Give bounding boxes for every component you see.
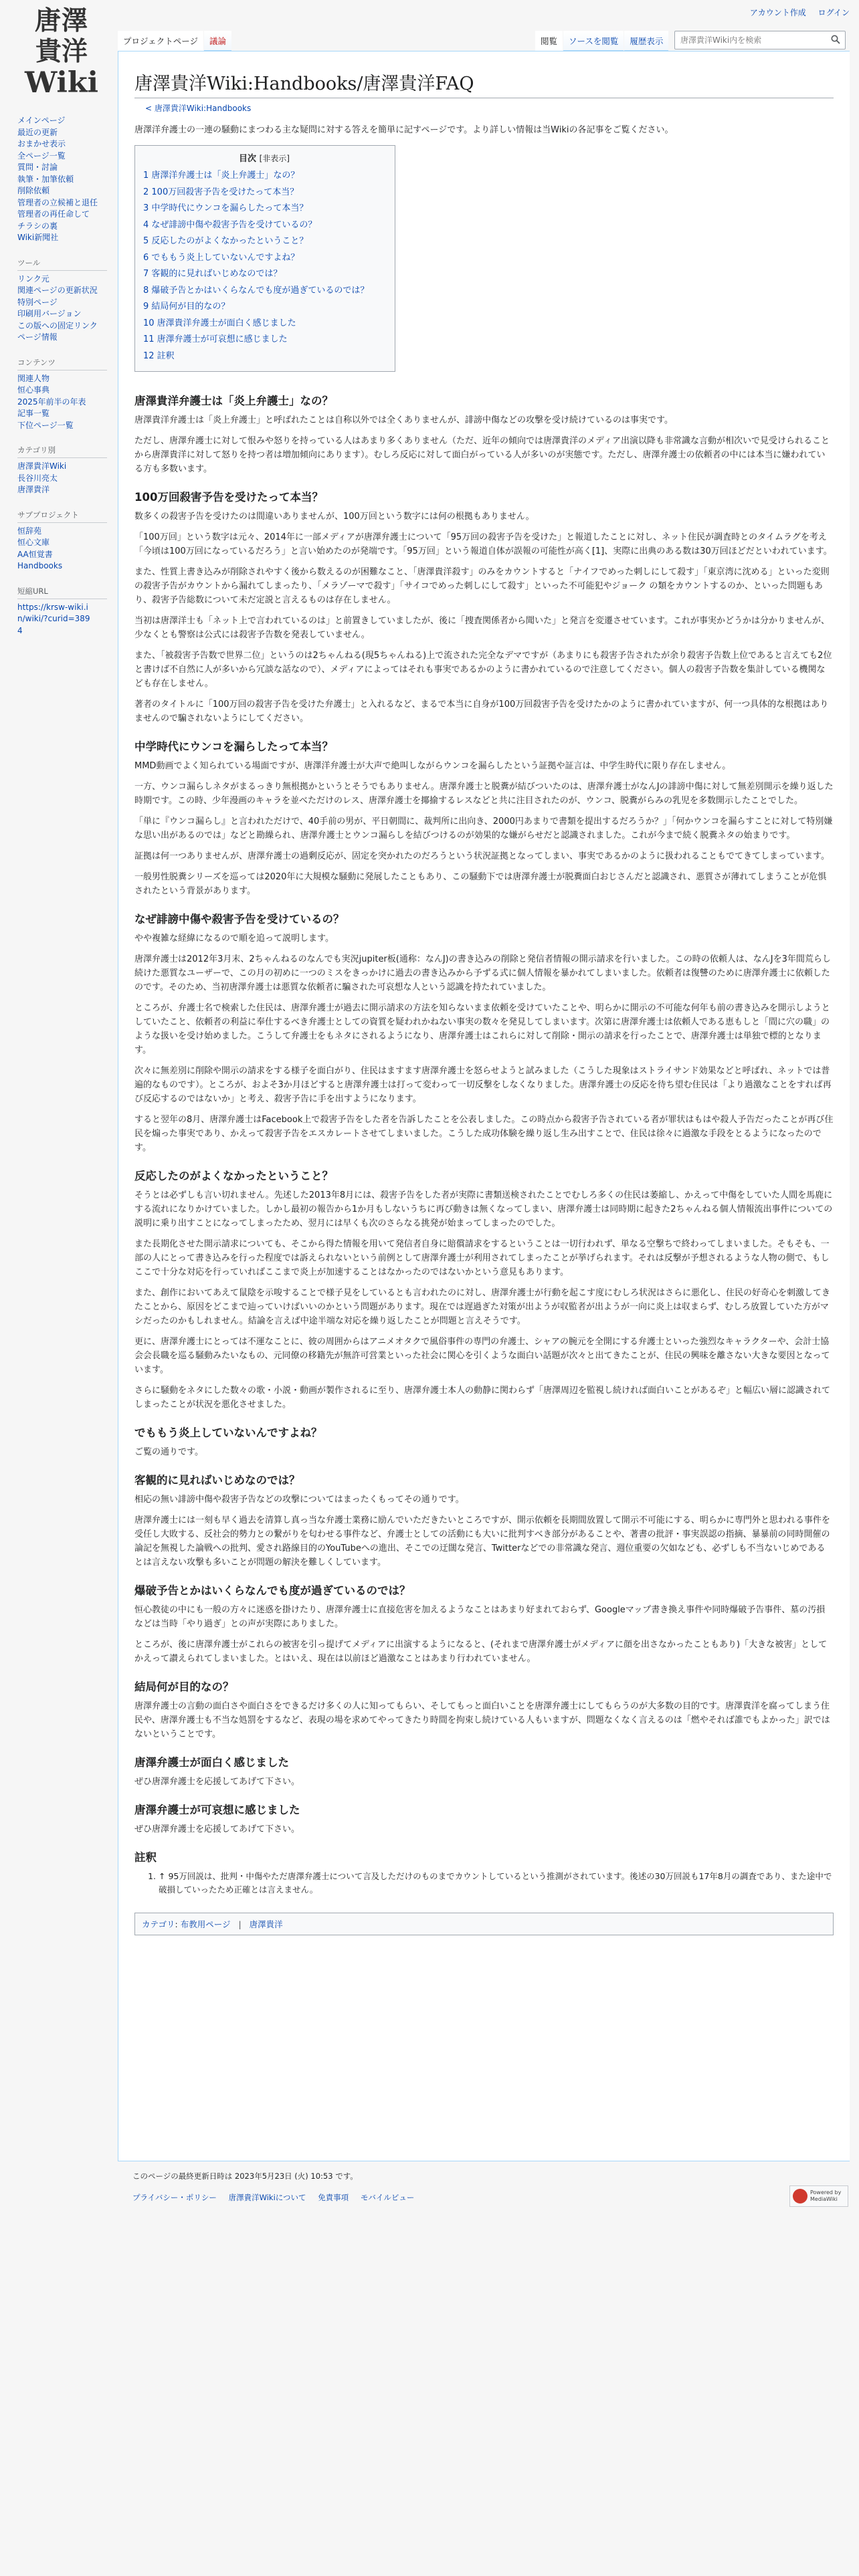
faq-sections bbox=[134, 392, 834, 1836]
toc-item[interactable]: 10 唐澤貴洋弁護士が面白く感じました bbox=[143, 318, 296, 328]
section-heading: 反応したのがよくなかったということ？ bbox=[134, 1170, 333, 1182]
sidebar-heading: 短縮URL bbox=[17, 586, 107, 599]
section-paragraph: ご覧の通りです。 bbox=[134, 1447, 203, 1457]
toc-item[interactable]: 9 結局何が目的なの？ bbox=[143, 302, 230, 312]
create-account-link[interactable]: アカウント作成 bbox=[749, 8, 806, 17]
sidebar-item[interactable]: Handbooks bbox=[17, 561, 63, 570]
footer-link[interactable]: 免責事項 bbox=[318, 2193, 349, 2202]
sidebar-item[interactable]: Wiki新聞社 bbox=[17, 233, 59, 242]
view-tabs bbox=[535, 31, 669, 51]
sidebar-item[interactable]: 削除依頼 bbox=[17, 186, 50, 195]
section-heading: 中学時代にウンコを漏らしたって本当？ bbox=[134, 740, 333, 753]
section-paragraph: すると翌年の8月、唐澤弁護士はFacebook上で殺害予告をした者を告訴したことを公表しました。この時点から殺害予告されている者が罪状はもはや殺人予告だったことが再び住民を煽った事実であり、かえって殺害予告をエスカレートさせてしまいました。こうした成功体験を繰り返し生み出すことで、住民は徐々に過激な手段をとるようになったのです。 bbox=[134, 1115, 834, 1153]
sidebar-item[interactable]: この版への固定リンク bbox=[17, 320, 98, 330]
section-paragraph: 相応の無い誹謗中傷や殺害予告などの攻撃についてはまったくもってその通りです。 bbox=[134, 1495, 464, 1505]
login-link[interactable]: ログイン bbox=[818, 8, 850, 17]
tab-discussion[interactable]: 議論 bbox=[204, 31, 231, 51]
section-paragraph: ところが、後に唐澤弁護士がこれらの被害を引っ提げてメディアに出演するようになると、(それまで唐澤弁護士がメディアに顔を出さなかったこともあり)「大きな被害」としてかえって讃えられてしまいました。とはいえ、現在は以前ほど過激なことはあまり行われていません。 bbox=[134, 1640, 828, 1664]
sidebar-nav bbox=[17, 115, 118, 244]
toc-toggle[interactable]: [非表示] bbox=[259, 154, 290, 163]
sidebar-heading: カテゴリ別 bbox=[17, 445, 107, 458]
sidebar-item[interactable]: 2025年前半の年表 bbox=[17, 397, 86, 407]
toc-item[interactable]: 1 唐澤洋弁護士は「炎上弁護士」なの？ bbox=[143, 171, 300, 181]
sidebar-item[interactable]: 印刷用バージョン bbox=[17, 309, 82, 318]
section-paragraph: また長期化させた開示請求についても、そこから得た情報を用いて発信者自身に賠償請求をするということは一切行われず、単なる空撃ちで終わってしまいました。そもそも、一部の人にとって書き込みを行った程度では訴えられないという前例として唐澤弁護士が利用されてしまったことが挙げられます。それは反撃が予想されるような人物の側で、もしここで十分な対応を行っていればここまで炎上が加速することはなかったのではないかという意見もあります。 bbox=[134, 1239, 830, 1277]
section-paragraph: また、「被殺害予告数で世界二位」というのは2ちゃんねる(現5ちゃんねる)上で流された完全なデマですが（あまりにも殺害予告されたが余り殺害予告数上位であると言えても2位と書けば不自然に人が多いから冗談な話なので）、メディアによってはそれも事実であるかのように書かれているので注意してください。個人の殺害予告数を集計している機関なども存在しません。 bbox=[134, 651, 832, 689]
sidebar-item[interactable]: 最近の更新 bbox=[17, 127, 58, 137]
footer bbox=[132, 2171, 423, 2203]
section-paragraph: ところが、弁護士名で検索した住民は、唐澤弁護士が過去に開示請求の方法を知らないまま依頼を受けていたことや、明らかに開示の不可能な何年も前の書き込みを開示しようとしていたこと、依頼者の利益に奉仕するべき弁護士としての資質を疑われかねない事実の数々を発見してしまいます。次第に唐澤弁護士は依頼人である恵もしと「間に穴の職」のような扱いを受け始めました。こうして弁護士をもネタにされるようになり、唐澤弁護士はこれらに対して削除・開示の請求を行ったことで、唐澤弁護士は単独で標的となります。 bbox=[134, 1003, 830, 1055]
sidebar-category bbox=[17, 445, 118, 496]
section-heading: 唐澤弁護士が可哀想に感じました bbox=[134, 1804, 300, 1816]
sidebar-shorturl bbox=[17, 586, 118, 637]
section-paragraph: 「単に『ウンコ漏らし』と言われただけで、40手前の男が、平日朝間に、裁判所に出向き、2000円あまりで書類を提出するだろうか？」「何かウンコを漏らすことに対して特別嫌な思い出があるのでは」などと勘繰られ、唐澤弁護士とウンコ漏らしを結びつけるのが効果的な嫌がらせだと認識されました。これが今まで続く脱糞ネタの始まりです。 bbox=[134, 817, 833, 841]
sidebar-item[interactable]: 執筆・加筆依頼 bbox=[17, 174, 74, 184]
footer-link[interactable]: プライバシー・ポリシー bbox=[132, 2193, 217, 2202]
logo-line-2: 貴洋 bbox=[35, 36, 88, 67]
section-paragraph: ぜひ唐澤弁護士を応援してあげて下さい。 bbox=[134, 1824, 300, 1834]
reference-list bbox=[159, 1870, 834, 1897]
logo-line-1: 唐澤 bbox=[34, 5, 88, 36]
sidebar-item[interactable]: チラシの裏 bbox=[17, 221, 58, 231]
notes-heading: 註釈 bbox=[134, 1851, 157, 1864]
section-heading: 唐澤貴洋弁護士は「炎上弁護士」なの？ bbox=[134, 395, 333, 407]
sidebar-item[interactable]: 下位ページ一覧 bbox=[17, 420, 74, 430]
section-heading: 爆破予告とかはいくらなんでも度が過ぎているのでは？ bbox=[134, 1584, 411, 1597]
section-paragraph: 恒心教徒の中にも一般の方々に迷惑を掛けたり、唐澤弁護士に直接危害を加えるようなことはあまり好まれておらず、Googleマップ書き換え事件や同時爆破予告事件、墓の汚損などは当時「やり過ぎ」との声が実際にありました。 bbox=[134, 1605, 826, 1629]
footer-link[interactable]: 唐澤貴洋Wikiについて bbox=[228, 2193, 306, 2202]
toc-item[interactable]: 8 爆破予告とかはいくらなんでも度が過ぎているのでは？ bbox=[143, 285, 369, 296]
section-heading: 結局何が目的なの？ bbox=[134, 1681, 234, 1693]
toc-item[interactable]: 3 中学時代にウンコを漏らしたって本当？ bbox=[143, 203, 308, 213]
sidebar-item[interactable]: 全ページ一覧 bbox=[17, 150, 66, 160]
section-paragraph: 唐澤弁護士には一刻も早く過去を清算し真っ当な弁護士業務に励んでいただきたいところですが、開示依頼を長期間放置して開示不可能にする、明らかに専門外と思われる事件を受任し大敗する、反社会的勢力との繋がりを匂わせる事件など、弁護士としての活動にも大いに批判すべき部分があることや、著書の批評・事実誤認の指摘、暴暴前の同時開催の論記を無視した論戦への批判、愛され路線目的のYouTubeへの進出、そこでの迂闊な発言、Twitterなどでの非常識な発言、週位重要の欠如なども、必ずしも不当ないじめであるとは言えない攻撃も多いことが問題の解決を難しくしています。 bbox=[134, 1515, 830, 1568]
sidebar-item[interactable]: 恒心事典 bbox=[17, 385, 50, 395]
sidebar bbox=[0, 115, 118, 650]
toc-item[interactable]: 11 唐澤弁護士が可哀想に感じました bbox=[143, 334, 288, 344]
sidebar-item[interactable]: 恒辞苑 bbox=[17, 526, 42, 536]
section-paragraph: 「100万回」という数字は元々、2014年に一部メディアが唐澤弁護士について「95万回の殺害予告を受けた」と報道したことに対し、ネット住民が調査時とのタイムラグを考え「今頃は100万回になっているだろう」と言い始めたのが発端です。「95万回」という報道自体が誤報の可能性が高く[1]、実際に出典のある数は30万回ほどだといわれています。 bbox=[134, 532, 832, 556]
tab-history[interactable]: 履歴表示 bbox=[624, 31, 668, 51]
tab-read[interactable]: 閲覧 bbox=[535, 31, 563, 51]
section-paragraph: 唐澤貴洋弁護士は「炎上弁護士」と呼ばれたことは自称以外では全くありませんが、誹謗中傷などの攻撃を受け続けているのは事実です。 bbox=[134, 415, 673, 425]
section-paragraph: 当初は唐澤洋士も「ネット上で言われているのは」と前置きしていましたが、後に「捜査関係者から聞いた」と発言を変遷させています。これが事実かどうかは分かりませんが、少なくとも警察は公式には殺害予告数を発表していません。 bbox=[134, 616, 830, 640]
sidebar-item[interactable]: 管理者の立候補と退任 bbox=[17, 197, 98, 207]
category-link[interactable]: 布教用ページ bbox=[180, 1919, 231, 1929]
sidebar-item[interactable]: ページ情報 bbox=[17, 332, 58, 342]
subpage-breadcrumb bbox=[145, 102, 834, 114]
sidebar-heading: ツール bbox=[17, 257, 107, 271]
sidebar-item[interactable]: 長谷川亮太 bbox=[17, 473, 58, 483]
search-icon[interactable] bbox=[831, 35, 840, 44]
sidebar-content bbox=[17, 357, 118, 432]
sidebar-item[interactable]: リンク元 bbox=[17, 274, 50, 284]
last-modified: このページの最終更新日時は 2023年5月23日 (火) 10:53 です。 bbox=[132, 2171, 358, 2181]
sidebar-tools bbox=[17, 257, 118, 344]
sidebar-item[interactable]: 関連ページの更新状況 bbox=[17, 286, 98, 295]
category-links: カテゴリ: 布教用ページ | 唐澤貴洋 bbox=[134, 1913, 834, 1935]
footer-links bbox=[132, 2192, 423, 2203]
section-heading: でももう炎上していないんですよね？ bbox=[134, 1426, 322, 1439]
sidebar-item[interactable]: 唐澤貴洋Wiki bbox=[17, 461, 67, 471]
section-paragraph: 更に、唐澤弁護士にとっては不運なことに、彼の周囲からはアニメオタクで風俗事件の専門の弁護士、シャアの腕元を全開にする弁護士といった強烈なキャラクターや、会計士協会会長職を巡る騒動みたいなもの、元同僚の移籍先が無許可営業といった社会に関心を引くような面白い話題が次々と出てきたことが、住民の興味を離さない大きな要因となっています。 bbox=[134, 1337, 830, 1375]
sidebar-item[interactable]: 管理者の再任命して bbox=[17, 209, 90, 219]
category-label[interactable]: カテゴリ bbox=[142, 1919, 175, 1929]
sidebar-item[interactable]: 恒心文庫 bbox=[17, 538, 50, 547]
section-paragraph: ぜひ唐澤弁護士を応援してあげて下さい。 bbox=[134, 1777, 300, 1787]
sidebar-item[interactable]: おまかせ表示 bbox=[17, 139, 66, 148]
powered-text: Powered by MediaWiki bbox=[810, 2189, 842, 2202]
section-heading: 100万回殺害予告を受けたって本当？ bbox=[134, 491, 323, 504]
site-logo[interactable] bbox=[15, 5, 108, 99]
sidebar-heading: サブプロジェクト bbox=[17, 510, 107, 523]
parent-page-link[interactable]: < 唐澤貴洋Wiki:Handbooks bbox=[145, 104, 252, 113]
section-paragraph: 一般男性脱糞シリーズを巡っては2020年に大規模な騒動に発展したこともあり、この騒動下では唐澤弁護士が脱糞面白おじさんだと認識され、悪質さが薄れてしまうことが危惧されたという背景があります。 bbox=[134, 872, 827, 896]
section-heading: 唐澤弁護士が面白く感じました bbox=[134, 1756, 289, 1769]
sidebar-item[interactable]: 記事一覧 bbox=[17, 409, 50, 418]
section-paragraph: やや複雑な経緯になるので順を追って説明します。 bbox=[134, 934, 334, 944]
section-paragraph: 次々に無差別に削除や開示の請求をする様子を面白がり、住民はますます唐澤弁護士を怒らせようと試みました（こうした現象はストライサンド効果などと呼ばれ、ネットでは普遍的なものです）。ところが、およそ3か月ほどすると唐澤弁護士は打って変わって一切反撃をしなくなりました。唐澤弁護士の反応を待ち望む住民は「より過激なことをすれば再び反応するのではないか」と考え、殺害予告に手を出すようになります。 bbox=[134, 1066, 832, 1104]
toc-title-row bbox=[143, 151, 385, 164]
tab-view-source[interactable]: ソースを閲覧 bbox=[563, 31, 624, 51]
section-paragraph: ただし、唐澤弁護士に対して恨みや怒りを持っている人はあまり多くありません（ただ、近年の傾向では唐澤貴洋のメディア出演以降も非常識な言動が相次いで見受けられることから唐澤貴洋に対して怒りを持つ者は増加傾向にあります）。むしろ反応に対して面白がっている人が多いのが実態です。ただし、唐澤弁護士の依頼者の中には本当に嫌われている方も多数います。 bbox=[134, 436, 830, 474]
section-heading: なぜ誹謗中傷や殺害予告を受けているの？ bbox=[134, 913, 345, 926]
reference-item: 1. ↑ 95万回説は、批判・中傷やただ唐澤弁護士について言及しただけのものまでカウントしているという推測がされています。後述の30万回説も17年8月の調査であり、また途中で破損していったため正確とは言えません。 bbox=[159, 1870, 834, 1897]
toc-item[interactable]: 7 客観的に見ればいじめなのでは？ bbox=[143, 269, 282, 279]
sidebar-item[interactable]: 関連人物 bbox=[17, 373, 50, 383]
sidebar-item[interactable]: 特別ページ bbox=[17, 297, 58, 307]
toc-item[interactable]: 5 反応したのがよくなかったということ？ bbox=[143, 236, 308, 246]
category-link[interactable]: 唐澤貴洋 bbox=[249, 1919, 283, 1929]
main-content bbox=[118, 51, 850, 2161]
toc-item[interactable]: 6 でももう炎上していないんですよね？ bbox=[143, 252, 300, 263]
section-paragraph: MMD動画でよく知られている場面ですが、唐澤洋弁護士が大声で絶叫しながらウンコを漏らしたという証拠や証言は、中学生時代に限り存在しません。 bbox=[134, 761, 731, 771]
section-paragraph: 唐澤弁護士は2012年3月末、2ちゃんねるのなんでも実況jupiter板(通称：なんJ)の書き込みの削除と発信者情報の開示請求を行いました。この時の依頼人は、なんJを3年間荒らし続けた悪質なユーザーで、この月の初めに一つのミスをきっかけに過去の書き込みから予ずる式に個人情報を暴かれてしまいました。依頼者は復讐のために唐澤弁護士に依頼したのです。そのため、当初唐澤弁護士は悪質な依頼者に騙された可哀想な人という認識を持たれていました。 bbox=[134, 954, 831, 992]
page-title: 唐澤貴洋Wiki:Handbooks/唐澤貴洋FAQ bbox=[134, 69, 834, 98]
toc-item[interactable]: 2 100万回殺害予告を受けたって本当？ bbox=[143, 187, 299, 197]
short-url-link[interactable]: https://krsw-wiki.in/wiki/?curid=3894 bbox=[17, 602, 90, 635]
sidebar-item[interactable]: AA恒覚書 bbox=[17, 549, 53, 559]
sidebar-item[interactable]: 唐澤貴洋 bbox=[17, 485, 50, 494]
category-separator: | bbox=[238, 1919, 242, 1929]
toc-item[interactable]: 4 なぜ誹謗中傷や殺害予告を受けているの？ bbox=[143, 219, 317, 230]
toc-item[interactable]: 12 註釈 bbox=[143, 350, 175, 361]
section-paragraph: 唐澤弁護士の言動の面白さや面白さをできるだけ多くの人に知ってもらい、そしてもっと面白いことを唐澤弁護士にしてもらうのが大多数の目的です。唐澤貴洋を腐ってしまう住民や、唐澤弁護士も不当な処罰をするなど、表現の場を求めてやってきたり時間を拘束し続けている人もいますが、問題なくなく言えるのは「燃やそれば誰でもよかった」訳ではないということです。 bbox=[134, 1701, 830, 1739]
section-paragraph: 著者のタイトルに「100万回の殺害予告を受けた弁護士」と入れるなど、まるで本当に自身が100万回殺害予告を受けたかのように書かれていますが、何一つ具体的な根拠はありませんので騙されないようにしてください。 bbox=[134, 700, 829, 724]
sidebar-subproject bbox=[17, 510, 118, 572]
section-paragraph: 証拠は何一つありませんが、唐澤弁護士の過剰反応が、固定を突かれたのだろうという状況証拠となってしまい、事実であるかのように扱われることもでてきてしまっています。 bbox=[134, 851, 830, 861]
section-paragraph: 数多くの殺害予告を受けたのは間違いありませんが、100万回という数字には何の根拠もありません。 bbox=[134, 512, 535, 522]
section-paragraph: また、創作においてあえて鼠陰を示唆することで様子見をしているとも言われたのに対し、唐澤弁護士が行動を起こす度にむしろ状況はさらに悪化し、住民の好奇心を刺激してきたことから、原因をどこまで辿っていけばいいのかという問題があります。現在では遅過ぎた対策が出ようが収監者が出ようが一向に炎上は収まらず、むしろ放置していた方がマシだったのかもしれません。結論を言えば中途半端な対応を繰り返したことが問題と言えそうです。 bbox=[134, 1288, 831, 1326]
namespace-tabs bbox=[118, 31, 232, 51]
sidebar-item[interactable]: メインページ bbox=[17, 116, 66, 125]
mediawiki-icon bbox=[793, 2189, 807, 2204]
section-paragraph: そうとは必ずしも言い切れません。先述した2013年8月には、殺害予告をした者が実際に書類送検されたことでむしろ多くの住民は萎縮し、かえって中傷をしていた人間を馬鹿にする流れになりかけていました。しかし最初の報告から1か月もしないうちに再び動きは無くなってしまい、唐澤弁護士は同時期に起きた2ちゃんねる個人情報流出事件についての説明に乗り出すことになってしまったため、翌月には早くも次のさらなる挑発が始まってしまったのでした。 bbox=[134, 1190, 833, 1228]
section-paragraph: さらに騒動をネタにした数々の歌・小説・動画が製作されるに至り、唐澤弁護士本人の動静に関わらず「唐澤周辺を監視し続ければ面白いことがあるぞ」と幅広い層に認識されてしまったことが状況を悪化させました。 bbox=[134, 1386, 831, 1410]
powered-by-mediawiki[interactable] bbox=[789, 2185, 848, 2207]
footer-link[interactable]: モバイルビュー bbox=[360, 2193, 415, 2202]
toc-title: 目次 bbox=[239, 154, 257, 164]
intro-paragraph: 唐澤洋弁護士の一連の騒動にまつわる主な疑問に対する答えを簡単に記すページです。より詳しい情報は当Wikiの各記事をご覧ください。 bbox=[134, 125, 674, 135]
personal-tools bbox=[741, 7, 850, 18]
section-paragraph: また、性質上書き込みが削除されやすく後から数えるのが困難なこと、「唐澤貴洋殺す」のみをカウントすると「ナイフでめった刺しにして殺す」「東京湾に沈める」といった変則の殺害予告がカウントから漏れてしまったり、「メラゾーマで殺す」「サイコでめった刺しにして殺す」といった不可能犯やジョーク の類をカウントするのか、といった問題もあり、殺害予告総数について未だ定説と言えるものは存在しません。 bbox=[134, 567, 830, 605]
tab-project-page[interactable]: プロジェクトページ bbox=[118, 31, 203, 51]
section-heading: 客観的に見ればいじめなのでは？ bbox=[134, 1474, 300, 1487]
table-of-contents bbox=[134, 145, 395, 372]
sidebar-heading: コンテンツ bbox=[17, 357, 107, 370]
search-input[interactable] bbox=[675, 31, 822, 49]
sidebar-item[interactable]: 質問・討論 bbox=[17, 163, 58, 172]
logo-line-3: Wiki bbox=[25, 66, 98, 100]
section-paragraph: 一方、ウンコ漏らしネタがまるっきり無根拠かというとそうでもありません。唐澤弁護士と脱糞が結びついたのは、唐澤弁護士がなんJの誹謗中傷に対して無差別開示を繰り返した時期です。この時、少年漫画のキャラを並べただけのレス、唐澤弁護士を揶揄するレスなどと共に注目されたのが、ウンコ、脱糞がらみの乳児を多数開示したことでした。 bbox=[134, 782, 834, 806]
search-box bbox=[674, 31, 846, 49]
